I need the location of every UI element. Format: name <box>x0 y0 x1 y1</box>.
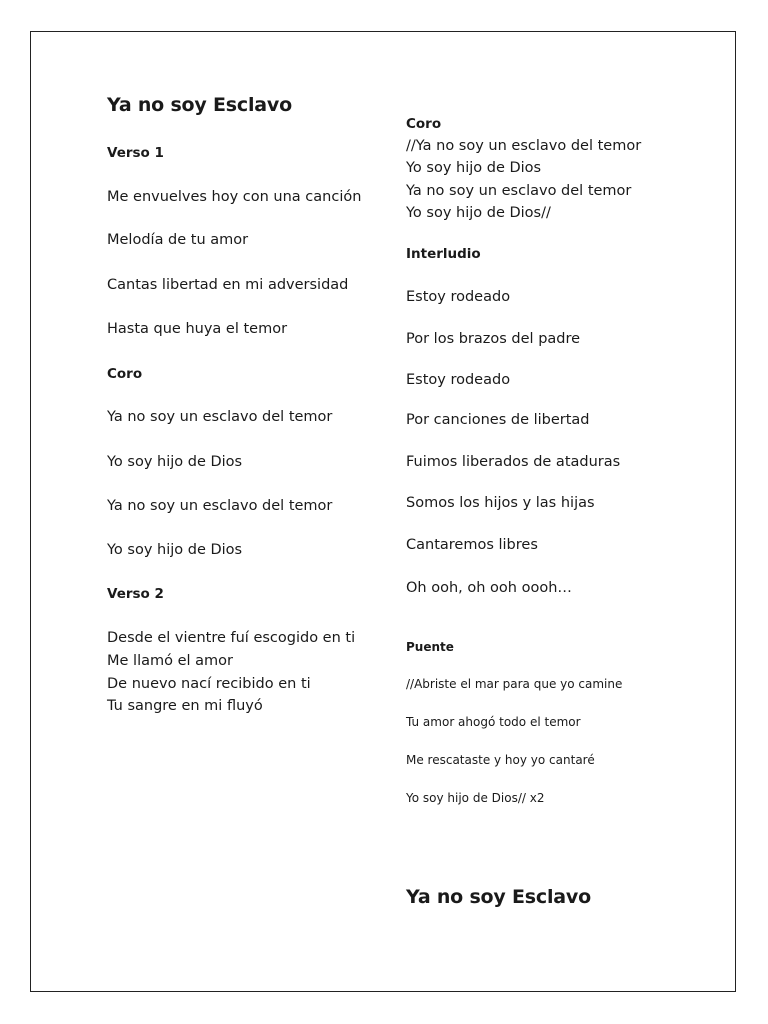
interludio-line-5: Fuimos liberados de ataduras <box>406 454 621 470</box>
coro-repeat-line-2: Yo soy hijo de Dios <box>406 160 542 176</box>
interludio-line-8: Oh ooh, oh ooh oooh… <box>406 580 572 596</box>
verso1-line-1: Me envuelves hoy con una canción <box>107 189 362 205</box>
verso2-line-1: Desde el vientre fuí escogido en ti <box>107 630 356 646</box>
footer-song-title: Ya no soy Esclavo <box>406 886 591 908</box>
interludio-line-4: Por canciones de libertad <box>406 412 590 428</box>
puente-line-1: //Abriste el mar para que yo camine <box>406 677 623 691</box>
verso1-line-3: Cantas libertad en mi adversidad <box>107 277 349 293</box>
puente-line-3: Me rescataste y hoy yo cantaré <box>406 753 595 767</box>
verso2-line-4: Tu sangre en mi fluyó <box>107 698 263 714</box>
verso2-heading: Verso 2 <box>107 586 164 602</box>
puente-line-4: Yo soy hijo de Dios// x2 <box>406 791 545 805</box>
coro-repeat-line-3: Ya no soy un esclavo del temor <box>406 183 632 199</box>
puente-line-2: Tu amor ahogó todo el temor <box>406 715 581 729</box>
coro-heading: Coro <box>107 366 143 382</box>
verso2-line-2: Me llamó el amor <box>107 653 233 669</box>
verso2-line-3: De nuevo nací recibido en ti <box>107 676 311 692</box>
coro-line-1: Ya no soy un esclavo del temor <box>107 409 333 425</box>
interludio-line-7: Cantaremos libres <box>406 537 538 553</box>
coro-line-4: Yo soy hijo de Dios <box>107 542 243 558</box>
coro-line-2: Yo soy hijo de Dios <box>107 454 243 470</box>
interludio-line-3: Estoy rodeado <box>406 372 511 388</box>
puente-heading: Puente <box>406 640 454 654</box>
interludio-heading: Interludio <box>406 246 481 262</box>
song-title: Ya no soy Esclavo <box>107 94 292 116</box>
coro-repeat-heading: Coro <box>406 116 442 132</box>
coro-line-3: Ya no soy un esclavo del temor <box>107 498 333 514</box>
coro-repeat-line-4: Yo soy hijo de Dios// <box>406 205 551 221</box>
verso1-line-4: Hasta que huya el temor <box>107 321 288 337</box>
interludio-line-2: Por los brazos del padre <box>406 331 581 347</box>
interludio-line-1: Estoy rodeado <box>406 289 511 305</box>
verso1-line-2: Melodía de tu amor <box>107 232 249 248</box>
verso1-heading: Verso 1 <box>107 145 164 161</box>
interludio-line-6: Somos los hijos y las hijas <box>406 495 595 511</box>
coro-repeat-line-1: //Ya no soy un esclavo del temor <box>406 138 642 154</box>
